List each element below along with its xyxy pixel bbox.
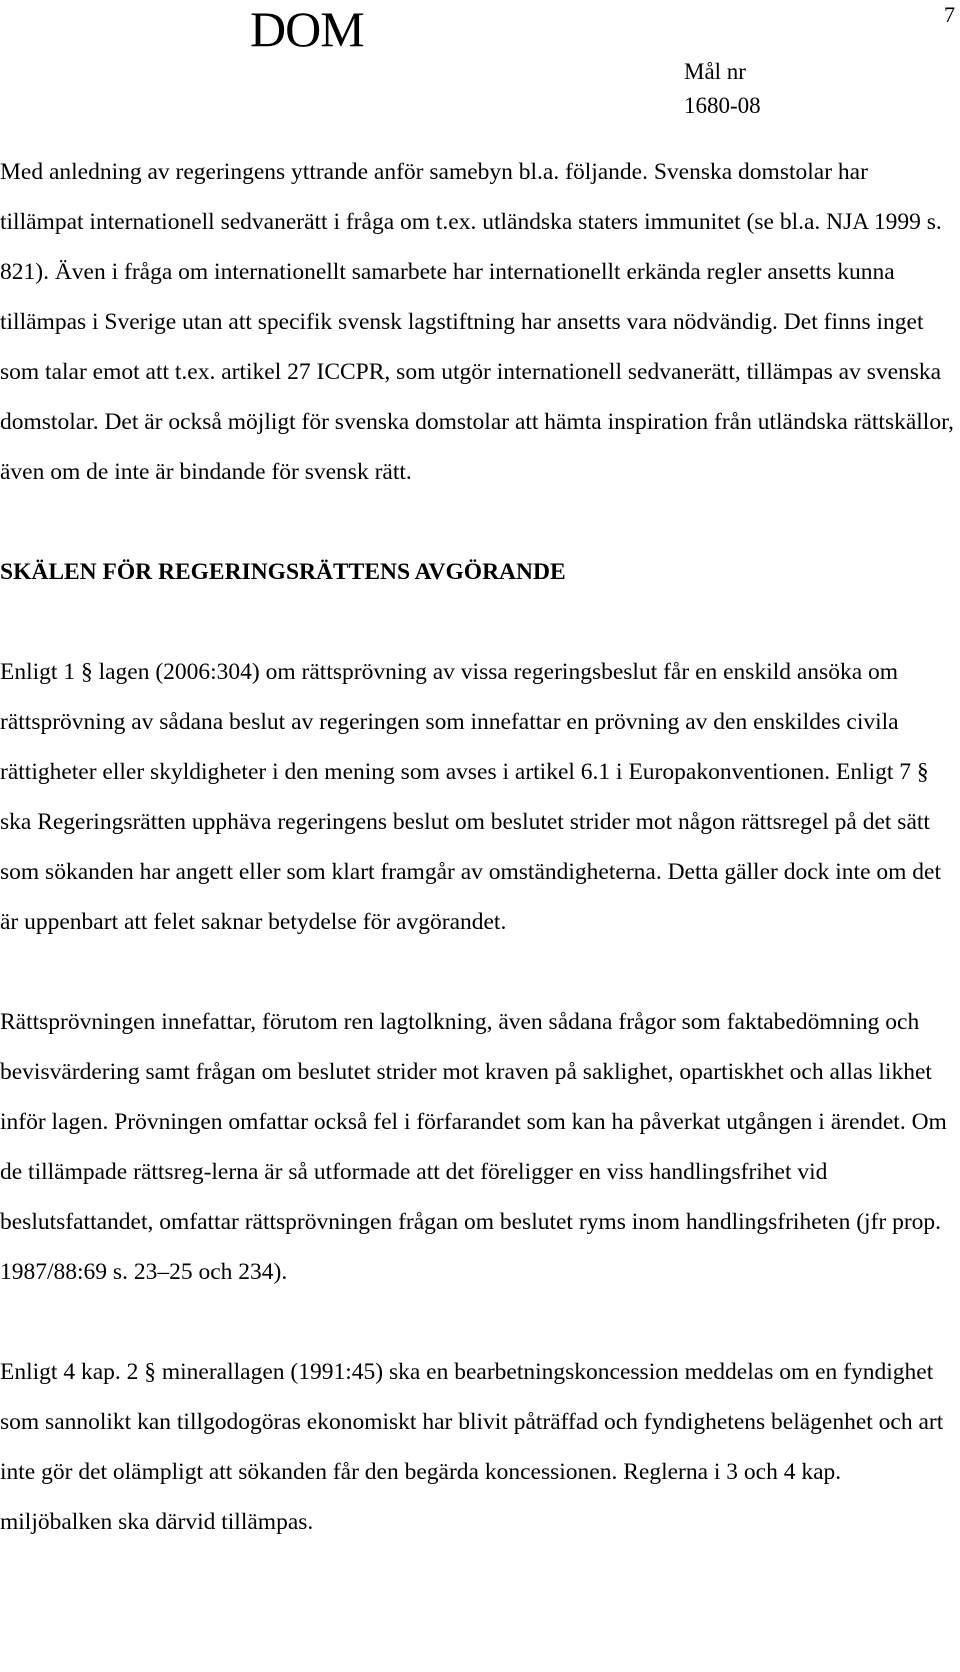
case-number-label: Mål nr bbox=[684, 59, 746, 84]
case-number: 1680-08 bbox=[684, 93, 761, 118]
paragraph-minerals-act: Enligt 4 kap. 2 § minerallagen (1991:45) ska en bearbetningskoncession meddelas om en fyndighet som sannolikt kan tillgodogöras ekonomiskt har blivit påträffad och fyndighetens belägenhet och art inte gör det olämpligt att sökanden får den begärda koncessionen. Reglerna i 3 och 4 kap. miljöbalken ska därvid tillämpas. bbox=[0, 1359, 944, 1535]
paragraph-legal-basis: Enligt 1 § lagen (2006:304) om rättsprövning av vissa regeringsbeslut får en enskild ansöka om rättsprövning av sådana beslut av regeringen som innefattar en prövning av den enskildes civila rättigheter eller skyldigheter i den mening som avses i artikel 6.1 i Europakonventionen. Enligt 7 § ska Regeringsrätten upphäva regeringens beslut om beslutet strider mot någon rättsregel på det sätt som sökanden har angett eller som klart framgår av omständigheterna. Detta gäller dock inte om det är uppenbart att felet saknar betydelse för avgörandet. bbox=[0, 659, 941, 935]
document-body bbox=[0, 147, 955, 1547]
document-title: DOM bbox=[250, 1, 364, 57]
section-heading: SKÄLEN FÖR REGERINGSRÄTTENS AVGÖRANDE bbox=[0, 559, 566, 585]
paragraph-appellant-statement: Med anledning av regeringens yttrande anför samebyn bl.a. följande. Svenska domstolar har tillämpat internationell sedvanerätt i fråga om t.ex. utländska staters immunitet (se bl.a. NJA 1999 s. 821). Även i fråga om internationellt samarbete har internationellt erkända regler ansetts kunna tillämpas i Sverige utan att specifik svensk lagstiftning har ansetts vara nödvändig. Det finns inget som talar emot att t.ex. artikel 27 ICCPR, som utgör internationell sedvanerätt, tillämpas av svenska domstolar. Det är också möjligt för svenska domstolar att hämta inspiration från utländska rättskällor, även om de inte är bindande för svensk rätt. bbox=[0, 159, 954, 485]
paragraph-judicial-review-scope: Rättsprövningen innefattar, förutom ren lagtolkning, även sådana frågor som faktabedömning och bevisvärdering samt frågan om beslutet strider mot kraven på saklighet, opartiskhet och allas likhet inför lagen. Prövningen omfattar också fel i förfarandet som kan ha påverkat utgången i ärendet. Om de tillämpade rättsreg-lerna är så utformade att det föreligger en viss handlingsfrihet vid beslutsfattandet, omfattar rättsprövningen frågan om beslutet ryms inom handlingsfriheten (jfr prop. 1987/88:69 s. 23–25 och 234). bbox=[0, 1009, 947, 1285]
page-number: 7 bbox=[944, 2, 955, 27]
